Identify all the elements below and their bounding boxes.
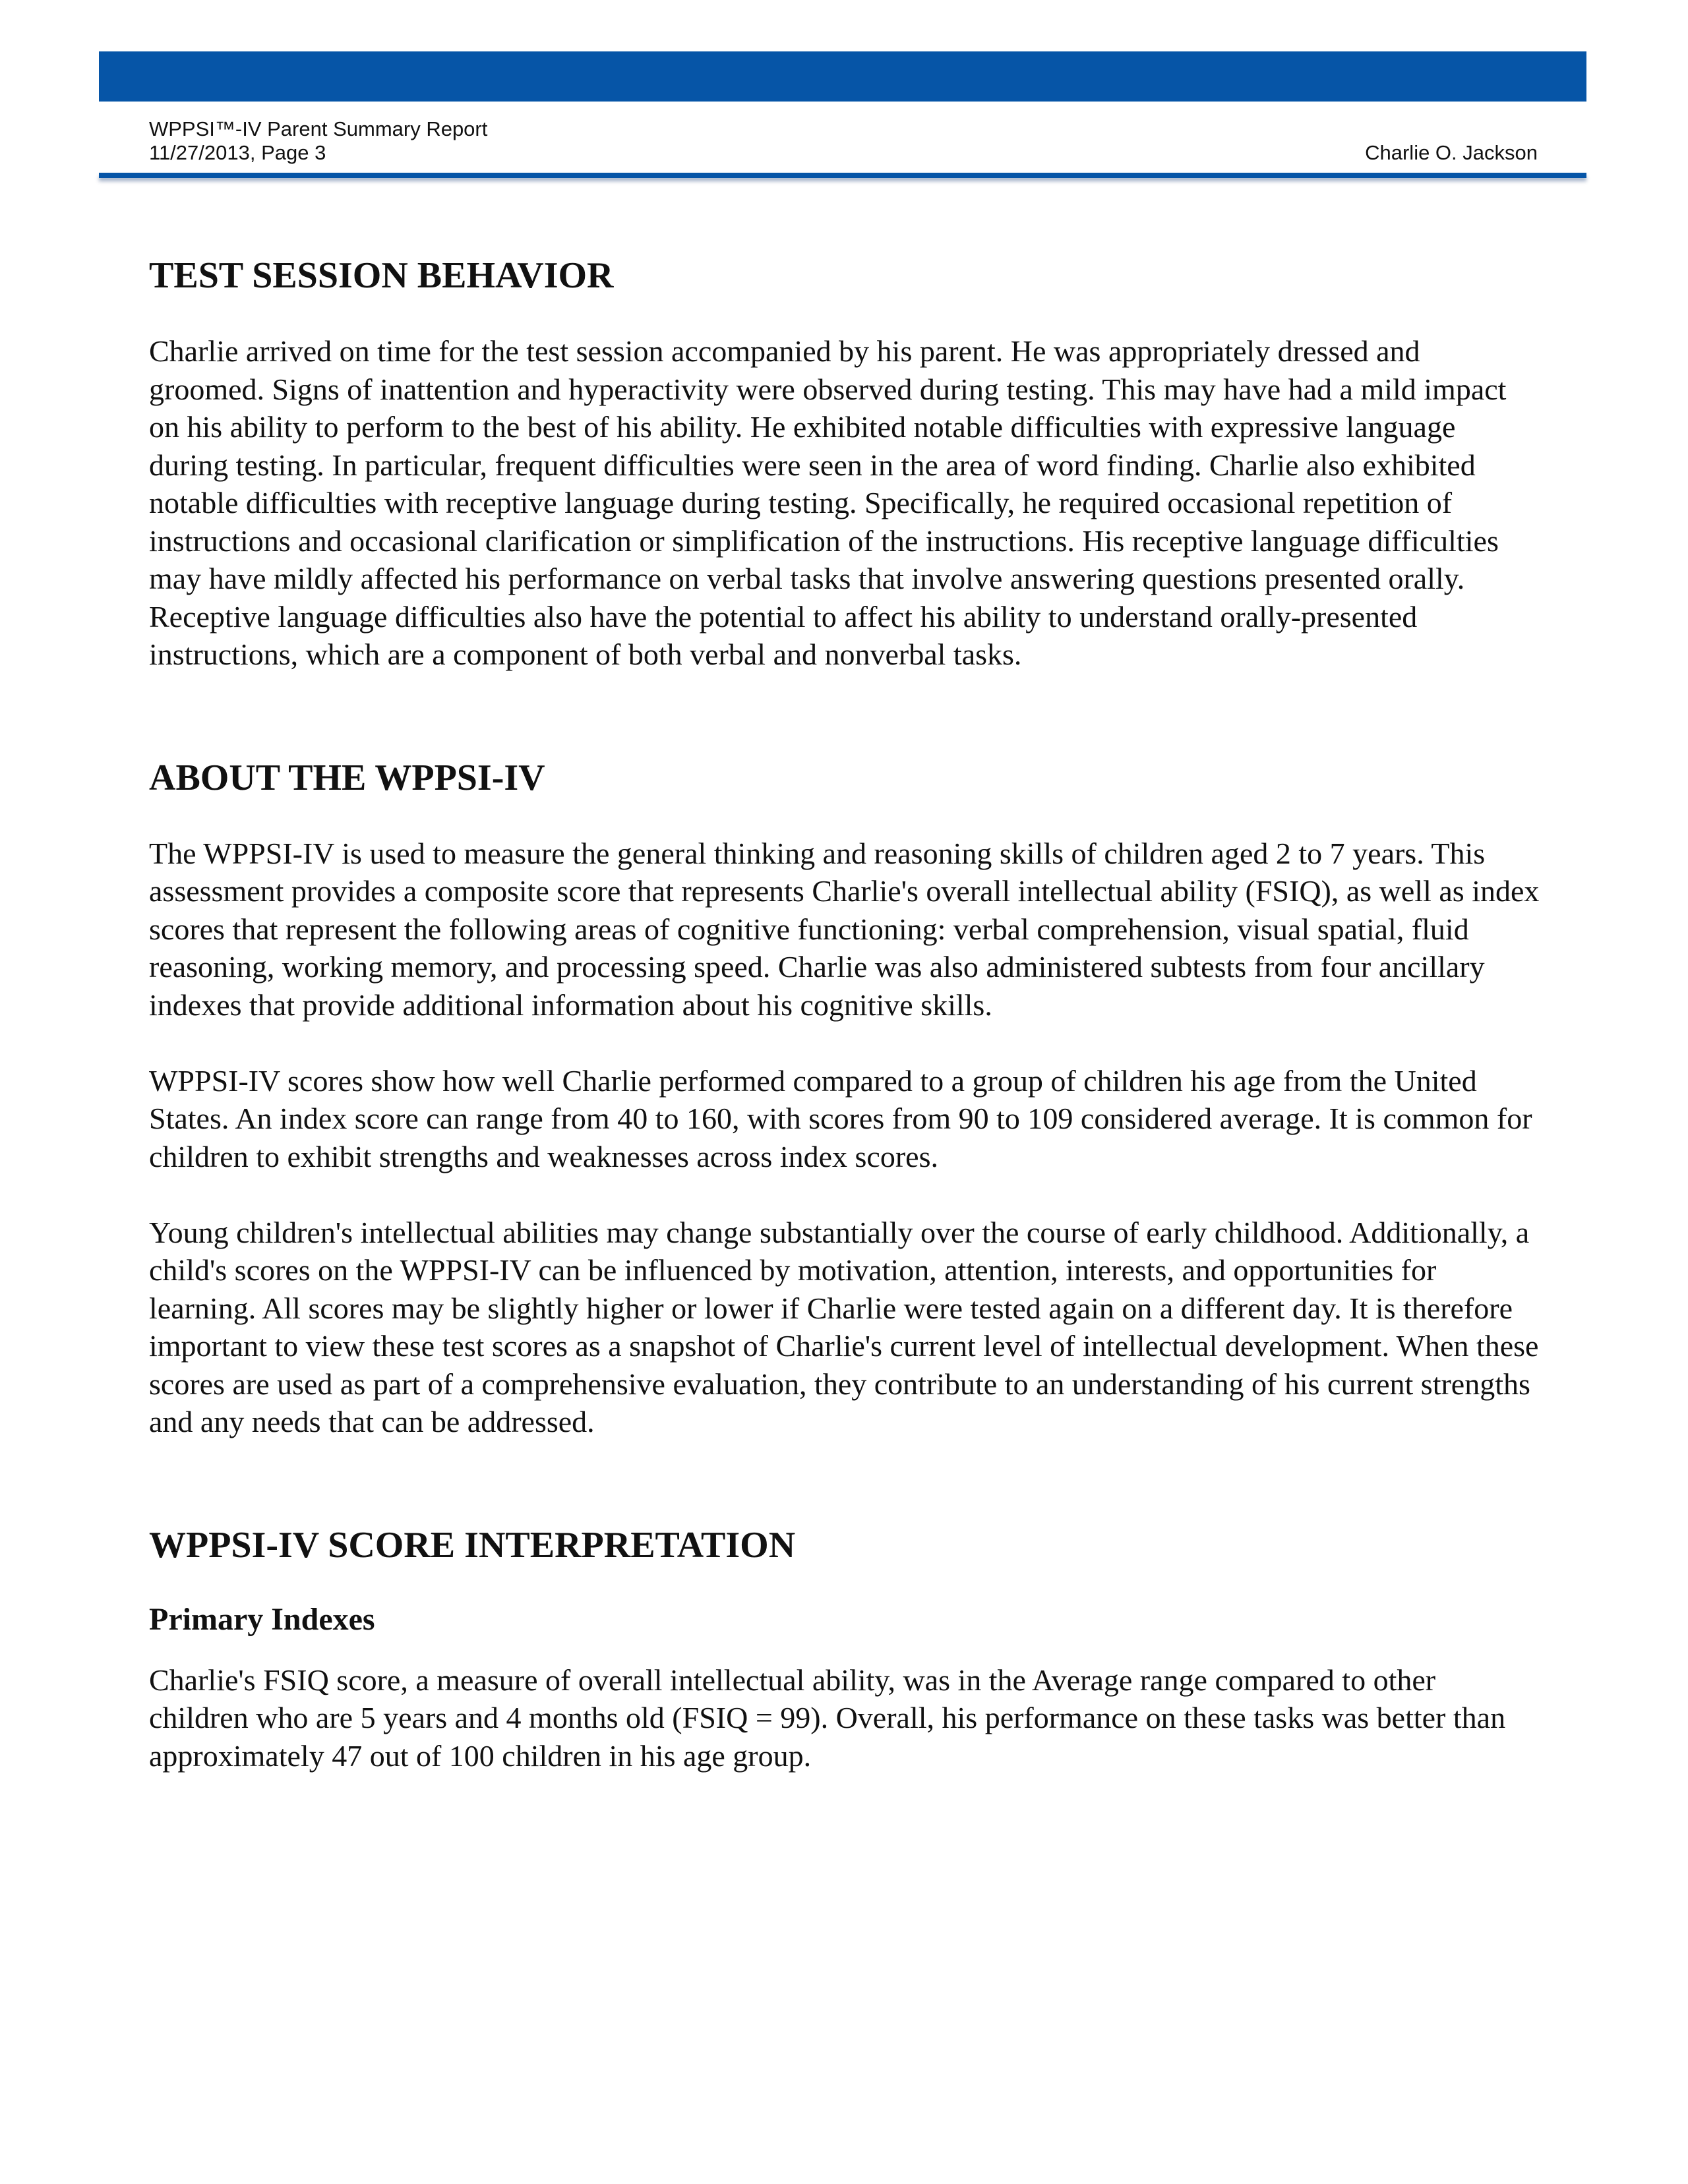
report-header-left — [149, 117, 487, 165]
section-test-session-behavior — [149, 254, 1540, 674]
body-paragraph: Charlie's FSIQ score, a measure of overall intellectual ability, was in the Average range compared to other children who are 5 years and 4 months old (FSIQ = 99). Overall, his performance on these tasks was better than approximately 47 out of 100 children in his age group. — [149, 1663, 1506, 1773]
report-title: WPPSI™-IV Parent Summary Report — [149, 117, 488, 140]
header-divider — [99, 173, 1586, 178]
body-paragraph: Young children's intellectual abilities may change substantially over the course of early childhood. Additionally, a child's scores on the WPPSI-IV can be influenced by motivation, attention, interests, and opportunities for learning. All scores may be slightly higher or lower if Charlie were tested again on a different day. It is therefore important to view these test scores as a snapshot of Charlie's current level of intellectual development. When these scores are used as part of a comprehensive evaluation, they contribute to an understanding of his current strengths and any needs that can be addressed. — [149, 1215, 1539, 1438]
report-date-page: 11/27/2013, Page 3 — [149, 141, 326, 164]
sub-heading-primary-indexes: Primary Indexes — [149, 1601, 375, 1637]
section-about-wppsi — [149, 757, 1540, 1441]
section-heading: WPPSI-IV SCORE INTERPRETATION — [149, 1524, 796, 1566]
body-paragraph: The WPPSI-IV is used to measure the general thinking and reasoning skills of children aged 2 to 7 years. This assessment provides a composite score that represents Charlie's overall intellectual ability (FSIQ), as well as index scores that represent the following areas of cognitive functioning: verbal comprehension, visual spatial, fluid reasoning, working memory, and processing speed. Charlie was also administered subtests from four ancillary indexes that provide additional information about his cognitive skills. — [149, 836, 1540, 1022]
body-paragraph: WPPSI-IV scores show how well Charlie performed compared to a group of children his age from the United States. An index score can range from 40 to 160, with scores from 90 to 109 considered average. It is common for children to exhibit strengths and weaknesses across index scores. — [149, 1063, 1532, 1173]
header-color-band — [99, 51, 1586, 102]
report-body — [149, 254, 1540, 1775]
section-score-interpretation — [149, 1524, 1540, 1775]
section-heading: ABOUT THE WPPSI-IV — [149, 757, 545, 798]
examinee-name: Charlie O. Jackson — [1365, 141, 1538, 164]
body-paragraph: Charlie arrived on time for the test session accompanied by his parent. He was appropriately dressed and groomed. Signs of inattention and hyperactivity were observed during testing. This may have had a mild impact on his ability to perform to the best of his ability. He exhibited notable difficulties with expressive language during testing. In particular, frequent difficulties were seen in the area of word finding. Charlie also exhibited notable difficulties with receptive language during testing. Specifically, he required occasional repetition of instructions and occasional clarification or simplification of the instructions. His receptive language difficulties may have mildly affected his performance on verbal tasks that involve answering questions presented orally. Receptive language difficulties also have the potential to affect his ability to understand orally-presented instructions, which are a component of both verbal and nonverbal tasks. — [149, 334, 1507, 671]
section-heading: TEST SESSION BEHAVIOR — [149, 255, 614, 296]
